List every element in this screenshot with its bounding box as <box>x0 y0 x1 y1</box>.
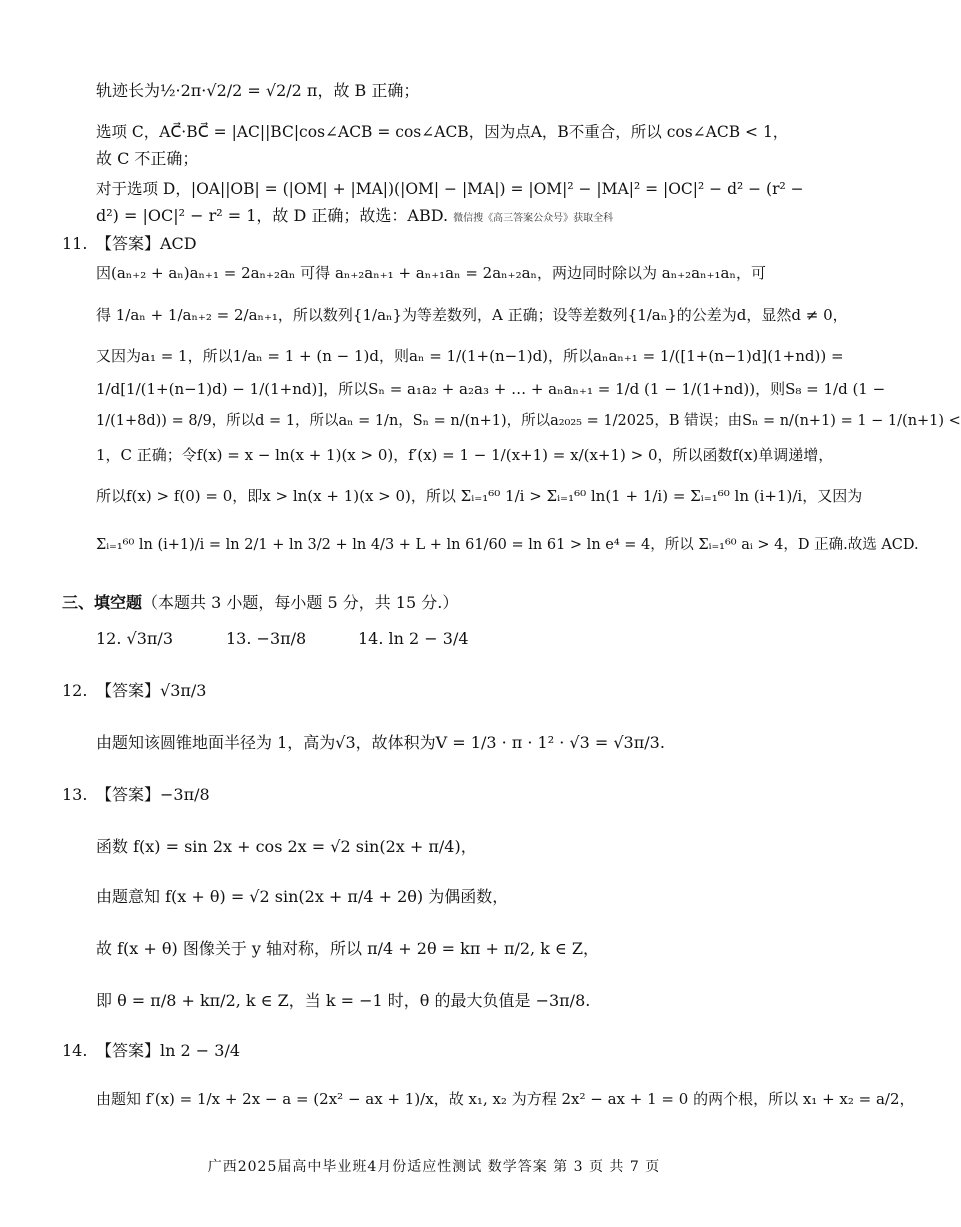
text-line-1: 轨迹长为½·2π·√2/2 = √2/2 π，故 B 正确； <box>96 81 420 100</box>
text-line-8: 又因为a₁ = 1，所以1/aₙ = 1 + (n − 1)d，则aₙ = 1/(1+(n−1)d)，所以aₙaₙ₊₁ = 1/([1+(n−1)d](1+nd)) = <box>96 347 844 365</box>
answer-summary-13: 13. −3π/8 <box>226 629 307 648</box>
text-line-3: 故 C 不正确； <box>96 149 199 168</box>
question-13-answer: 【答案】−3π/8 <box>96 785 210 804</box>
text-line-6: 因(aₙ₊₂ + aₙ)aₙ₊₁ = 2aₙ₊₂aₙ 可得 aₙ₊₂aₙ₊₁ + aₙ₊₁aₙ = 2aₙ₊₂aₙ，两边同时除以为 aₙ₊₂aₙ₊₁aₙ，可 <box>96 264 766 282</box>
text-line-5-main: d²) = |OC|² − r² = 1，故 D 正确；故选：ABD. <box>96 206 449 225</box>
text-line-2: 选项 C，AC⃗·BC⃗ = |AC||BC|cos∠ACB = cos∠ACB，因为点A，B不重合，所以 cos∠ACB < 1， <box>96 123 789 141</box>
question-14-number: 14. <box>62 1041 88 1060</box>
section-3-heading <box>62 590 458 613</box>
answer-summary-12: 12. √3π/3 <box>96 629 173 648</box>
question-11-number: 11. <box>62 234 88 253</box>
text-line-19: 由题知 f′(x) = 1/x + 2x − a = (2x² − ax + 1)/x，故 x₁, x₂ 为方程 2x² − ax + 1 = 0 的两个根，所以 x₁ + x₂ = a/2， <box>96 1090 915 1108</box>
text-line-17: 故 f(x + θ) 图像关于 y 轴对称，所以 π/4 + 2θ = kπ + π/2, k ∈ Z， <box>96 939 600 958</box>
section-3-note: （本题共 3 小题，每小题 5 分，共 15 分.） <box>142 593 459 612</box>
question-14-answer: 【答案】ln 2 − 3/4 <box>96 1041 241 1060</box>
question-12-number: 12. <box>62 681 88 700</box>
text-line-12: 所以f(x) > f(0) = 0，即x > ln(x + 1)(x > 0)，所以 Σᵢ₌₁⁶⁰ 1/i > Σᵢ₌₁⁶⁰ ln(1 + 1/i) = Σᵢ₌₁⁶⁰ ln (i+1)/i，又因为 <box>96 487 863 505</box>
section-3-title: 三、填空题 <box>62 593 143 612</box>
answer-summary-14: 14. ln 2 − 3/4 <box>358 629 469 648</box>
question-13-number: 13. <box>62 785 88 804</box>
question-11-answer: 【答案】ACD <box>96 234 197 253</box>
page-footer: 广西2025届高中毕业班4月份适应性测试 数学答案 第 3 页 共 7 页 <box>207 1159 661 1175</box>
text-line-10: 1/(1+8d)) = 8/9，所以d = 1，所以aₙ = 1/n，Sₙ = n/(n+1)，所以a₂₀₂₅ = 1/2025，B 错误；由Sₙ = n/(n+1) = 1 − 1/(n+1) < <box>96 413 961 429</box>
text-line-4: 对于选项 D，|OA||OB| = (|OM| + |MA|)(|OM| − |MA|) = |OM|² − |MA|² = |OC|² − d² − (r² − <box>96 180 804 198</box>
text-line-13: Σᵢ₌₁⁶⁰ ln (i+1)/i = ln 2/1 + ln 3/2 + ln 4/3 + L + ln 61/60 = ln 61 > ln e⁴ = 4，所以 Σᵢ₌₁⁶⁰ aᵢ > 4，D 正确.故选 ACD. <box>96 537 919 553</box>
text-line-9: 1/d[1/(1+(n−1)d) − 1/(1+nd)]，所以Sₙ = a₁a₂ + a₂a₃ + … + aₙaₙ₊₁ = 1/d (1 − 1/(1+nd))，则S₈ = 1/d (1 − <box>96 380 886 398</box>
watermark-note: 微信搜《高三答案公众号》获取全科 <box>453 213 614 224</box>
text-line-18: 即 θ = π/8 + kπ/2, k ∈ Z，当 k = −1 时，θ 的最大负值是 −3π/8. <box>96 991 591 1010</box>
text-line-16: 由题意知 f(x + θ) = √2 sin(2x + π/4 + 2θ) 为偶函数， <box>96 887 509 906</box>
question-12-answer: 【答案】√3π/3 <box>96 681 207 700</box>
text-line-5 <box>96 205 613 230</box>
text-line-11: 1，C 正确；令f(x) = x − ln(x + 1)(x > 0)，f′(x) = 1 − 1/(x+1) = x/(x+1) > 0，所以函数f(x)单调递增， <box>96 446 834 464</box>
text-line-14: 由题知该圆锥地面半径为 1，高为√3，故体积为V = 1/3 · π · 1² · √3 = √3π/3. <box>96 733 665 752</box>
text-line-15: 函数 f(x) = sin 2x + cos 2x = √2 sin(2x + π/4)， <box>96 837 477 856</box>
text-line-7: 得 1/aₙ + 1/aₙ₊₂ = 2/aₙ₊₁，所以数列{1/aₙ}为等差数列，A 正确；设等差数列{1/aₙ}的公差为d，显然d ≠ 0， <box>96 306 848 324</box>
